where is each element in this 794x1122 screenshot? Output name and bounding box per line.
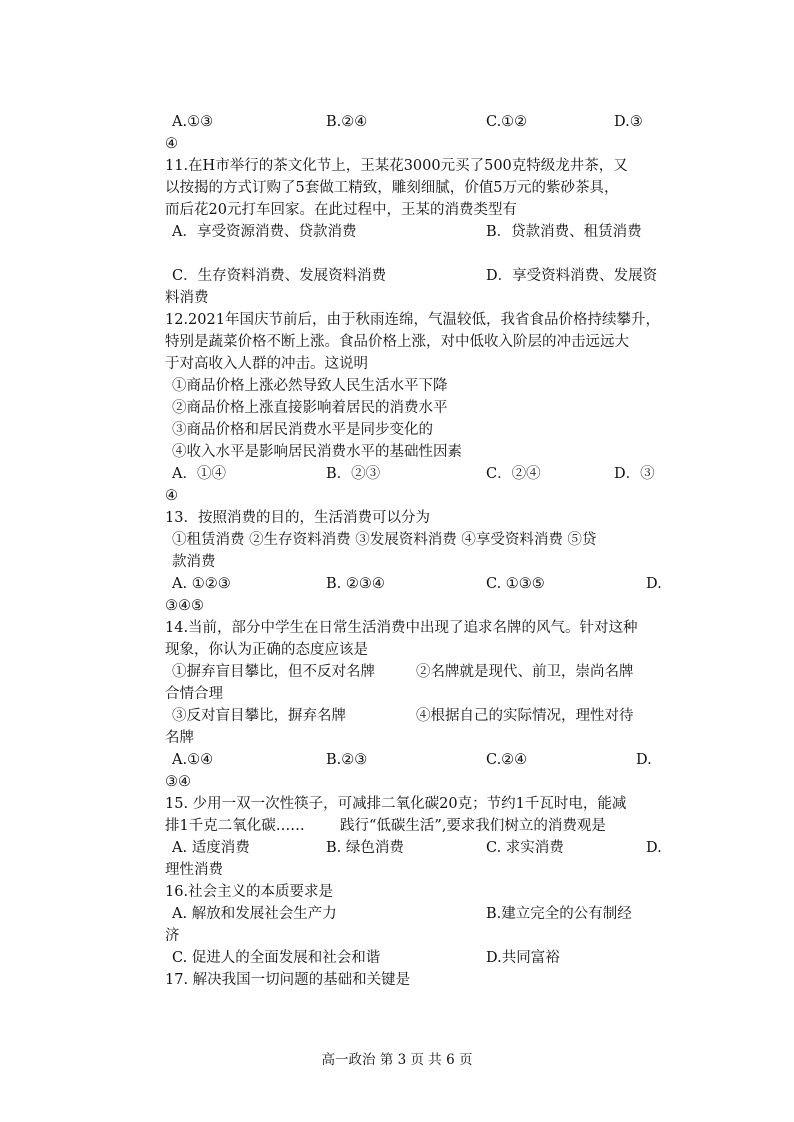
- q17-stem: 17. 解决我国一切问题的基础和关键是: [165, 972, 411, 988]
- q11-stem-line3: 而后花20元打车回家。在此过程中，王某的消费类型有: [165, 202, 517, 218]
- q12-option-d: D．③: [614, 466, 655, 482]
- q10-option-d: D.③: [614, 114, 643, 130]
- q11-option-c: C．生存资料消费、发展资料消费: [172, 268, 387, 284]
- q12-option-b: B．②③: [326, 466, 381, 482]
- q13-option-b: B. ②③④: [326, 576, 385, 592]
- q11-stem-line1: 11.在H市举行的茶文化节上，王某花3000元买了500克特级龙井茶，又: [165, 158, 628, 174]
- q10-option-b: B.②④: [326, 114, 368, 130]
- q15-option-d: D.: [646, 840, 662, 856]
- q14-stem-line2: 现象，你认为正确的态度应该是: [165, 642, 368, 658]
- q14-statement-4: ④根据自己的实际情况，理性对待: [416, 708, 634, 724]
- q12-statement-3: ③商品价格和居民消费水平是同步变化的: [172, 422, 433, 438]
- q12-statement-2: ②商品价格上涨直接影响着居民的消费水平: [172, 400, 448, 416]
- q13-statements: ①租赁消费 ②生存资料消费 ③发展资料消费 ④享受资料消费 ⑤贷: [172, 532, 597, 548]
- q14-statement-4-cont: 名牌: [165, 730, 194, 746]
- q12-statement-1: ①商品价格上涨必然导致人民生活水平下降: [172, 378, 448, 394]
- q14-statement-1: ①摒弃盲目攀比，但不反对名牌: [172, 664, 375, 680]
- q11-option-d-cont: 料消费: [165, 290, 209, 306]
- q15-option-a: A. 适度消费: [172, 840, 250, 856]
- q13-option-d: D.: [646, 576, 662, 592]
- page-footer: 高一政治 第 3 页 共 6 页: [321, 1052, 473, 1068]
- q12-stem-line3: 于对高收入人群的冲击。这说明: [165, 356, 368, 372]
- q11-option-d: D．享受资料消费、发展资: [486, 268, 658, 284]
- q13-statements-cont: 款消费: [172, 554, 216, 570]
- q13-option-d-cont: ③④⑤: [165, 598, 204, 614]
- q15-stem-line2b: 践行“低碳生活”,要求我们树立的消费观是: [340, 818, 606, 834]
- q12-stem-line1: 12.2021年国庆节前后，由于秋雨连绵，气温较低，我省食品价格持续攀升，: [165, 312, 660, 328]
- q16-option-c: C. 促进人的全面发展和社会和谐: [172, 950, 381, 966]
- q12-option-d-cont: ④: [165, 488, 178, 504]
- q13-option-c: C. ①③⑤: [486, 576, 545, 592]
- q10-option-d-cont: ④: [165, 136, 178, 152]
- q16-option-b: B.建立完全的公有制经: [486, 906, 632, 922]
- q11-option-b: B．贷款消费、租赁消费: [486, 224, 642, 240]
- q14-option-d: D.: [636, 752, 652, 768]
- q13-option-a: A. ①②③: [172, 576, 231, 592]
- q14-statement-2: ②名牌就是现代、前卫，崇尚名牌: [416, 664, 634, 680]
- q11-stem-line2: 以按揭的方式订购了5套做工精致，雕刻细腻，价值5万元的紫砂茶具，: [165, 180, 619, 196]
- q12-option-a: A．①④: [172, 466, 226, 482]
- q11-option-a: A．享受资源消费、贷款消费: [172, 224, 357, 240]
- q13-stem: 13．按照消费的目的，生活消费可以分为: [165, 510, 430, 526]
- q15-stem-line1: 15. 少用一双一次性筷子，可减排二氧化碳20克；节约1千瓦时电，能减: [165, 796, 627, 812]
- q14-stem-line1: 14.当前，部分中学生在日常生活消费中出现了追求名牌的风气。针对这种: [165, 620, 638, 636]
- q16-option-d: D.共同富裕: [486, 950, 560, 966]
- q10-option-c: C.①②: [486, 114, 528, 130]
- q14-option-d-cont: ③④: [165, 774, 191, 790]
- q16-option-a: A. 解放和发展社会生产力: [172, 906, 337, 922]
- q10-option-a: A.①③: [172, 114, 214, 130]
- q12-stem-line2: 特别是蔬菜价格不断上涨。食品价格上涨，对中低收入阶层的冲击远远大: [165, 334, 629, 350]
- q16-stem: 16.社会主义的本质要求是: [165, 884, 334, 900]
- q14-statement-2-cont: 合情合理: [165, 686, 223, 702]
- q12-option-c: C．②④: [486, 466, 541, 482]
- q14-option-c: C.②④: [486, 752, 528, 768]
- q14-statement-3: ③反对盲目攀比，摒弃名牌: [172, 708, 346, 724]
- q15-option-c: C. 求实消费: [486, 840, 564, 856]
- q12-statement-4: ④收入水平是影响居民消费水平的基础性因素: [172, 444, 462, 460]
- q16-option-b-cont: 济: [165, 928, 180, 944]
- q15-stem-line2: 排1千克二氧化碳……: [165, 818, 305, 834]
- q15-option-b: B. 绿色消费: [326, 840, 404, 856]
- q14-option-a: A.①④: [172, 752, 214, 768]
- q14-option-b: B.②③: [326, 752, 368, 768]
- q15-option-d-cont: 理性消费: [165, 862, 223, 878]
